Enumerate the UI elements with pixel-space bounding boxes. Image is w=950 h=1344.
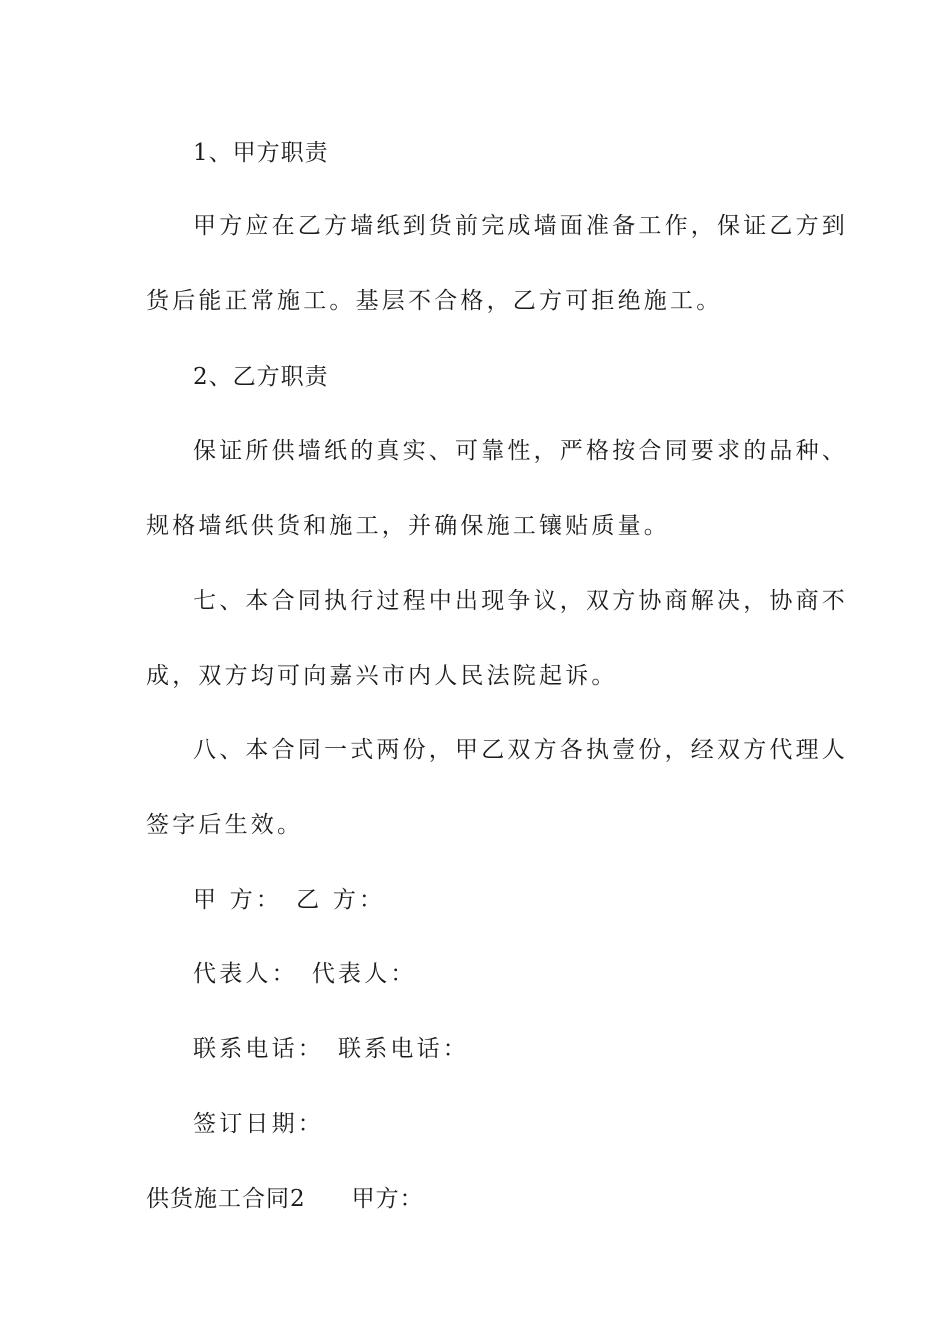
paragraph-line: 保证所供墙纸的真实、可靠性，严格按合同要求的品种、	[193, 438, 848, 464]
party-a-label: 甲 方：	[193, 887, 283, 913]
party-b-label: 乙 方：	[296, 887, 386, 913]
paragraph-line: 规格墙纸供货和施工，并确保施工镶贴质量。	[146, 513, 670, 539]
signing-date-label: 签订日期：	[193, 1111, 324, 1137]
section-heading-party-a-duties: 1、甲方职责	[193, 140, 329, 166]
rep-a-label: 代表人：	[193, 961, 298, 987]
paragraph-line: 甲方应在乙方墙纸到货前完成墙面准备工作，保证乙方到	[193, 213, 848, 239]
section-heading-party-b-duties: 2、乙方职责	[193, 364, 329, 390]
signature-representatives-row	[193, 959, 417, 989]
signature-parties-row	[193, 885, 385, 915]
phone-b-label: 联系电话：	[338, 1036, 469, 1062]
next-contract-title: 供货施工合同2	[146, 1186, 306, 1212]
clause-eight-line: 八、本合同一式两份，甲乙双方各执壹份，经双方代理人	[193, 737, 848, 763]
phone-a-label: 联系电话：	[193, 1036, 324, 1062]
clause-seven-line: 成，双方均可向嘉兴市内人民法院起诉。	[146, 663, 618, 689]
signature-phones-row	[193, 1034, 469, 1064]
clause-eight-line: 签字后生效。	[146, 812, 304, 838]
next-contract-row	[146, 1184, 424, 1214]
clause-seven-line: 七、本合同执行过程中出现争议，双方协商解决，协商不	[193, 588, 848, 614]
paragraph-line: 货后能正常施工。基层不合格，乙方可拒绝施工。	[146, 288, 723, 314]
rep-b-label: 代表人：	[311, 961, 417, 987]
next-contract-party-a-label: 甲方：	[351, 1186, 424, 1212]
